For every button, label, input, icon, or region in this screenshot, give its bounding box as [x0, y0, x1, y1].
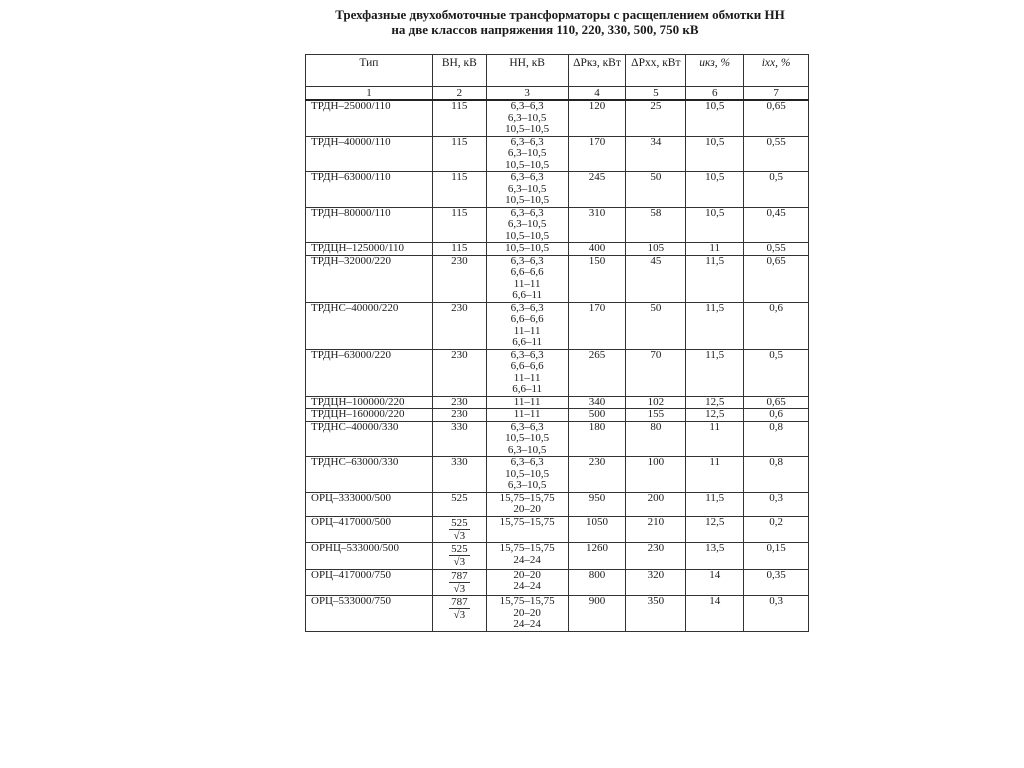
cell-vn: 230: [432, 255, 486, 302]
title-line-1: Трехфазные двухобмоточные трансформаторы с расщеплением обмотки НН: [335, 7, 785, 22]
column-number: 4: [568, 87, 626, 101]
header-vn: ВН, кВ: [432, 55, 486, 87]
cell-pxx: 200: [626, 492, 686, 516]
cell-vn: [432, 596, 486, 632]
cell-pkz: 265: [568, 349, 626, 396]
cell-type: ТРДН–63000/110: [306, 172, 433, 208]
nn-value: 10,5–10,5: [505, 467, 550, 480]
cell-ixx: 0,6: [744, 409, 809, 422]
cell-pkz: 340: [568, 396, 626, 409]
cell-pkz: 150: [568, 255, 626, 302]
cell-nn: [486, 596, 568, 632]
table-row: [306, 396, 809, 409]
nn-value: 11–11: [513, 371, 541, 384]
nn-value: 6,3–6,3: [510, 171, 544, 183]
cell-nn: [486, 396, 568, 409]
nn-value: 15,75–15,75: [499, 542, 555, 554]
cell-pxx: 105: [626, 243, 686, 256]
cell-type: ТРДН–32000/220: [306, 255, 433, 302]
nn-value: 24–24: [513, 618, 541, 630]
cell-type: ТРДНС–63000/330: [306, 457, 433, 493]
cell-pkz: 245: [568, 172, 626, 208]
nn-value: 6,3–10,5: [507, 479, 547, 491]
nn-value: 6,3–10,5: [507, 218, 547, 230]
cell-nn: [486, 421, 568, 457]
nn-value: 6,3–10,5: [507, 111, 547, 124]
vn-numerator: 787: [451, 569, 468, 582]
cell-vn: 330: [432, 457, 486, 493]
cell-pxx: 210: [626, 516, 686, 543]
cell-pkz: 950: [568, 492, 626, 516]
column-number: 5: [626, 87, 686, 101]
cell-vn: [432, 516, 486, 543]
cell-vn: 115: [432, 136, 486, 172]
nn-value: 10,5–10,5: [505, 432, 550, 444]
header-pxx-text: ΔPхх, кВт: [631, 57, 681, 69]
nn-value: 6,3–6,3: [510, 254, 544, 267]
table-row: [306, 569, 809, 596]
cell-vn: 115: [432, 207, 486, 243]
header-ukz: [686, 55, 744, 87]
vn-numerator: 787: [451, 596, 468, 608]
cell-ukz: 11: [686, 243, 744, 256]
cell-type: ТРДЦН–160000/220: [306, 409, 433, 422]
cell-ukz: 11: [686, 421, 744, 457]
cell-ukz: 14: [686, 569, 744, 596]
cell-ukz: 10,5: [686, 100, 744, 136]
cell-type: ОРЦ–333000/500: [306, 492, 433, 516]
vn-fraction: [449, 517, 470, 542]
header-type: Тип: [306, 55, 433, 87]
table-row: [306, 136, 809, 172]
nn-value: 6,6–6,6: [510, 313, 544, 325]
cell-ukz: 12,5: [686, 516, 744, 543]
cell-pxx: 50: [626, 302, 686, 349]
vn-denominator: √3: [453, 609, 466, 621]
table-row: [306, 409, 809, 422]
cell-nn: [486, 302, 568, 349]
cell-ukz: 10,5: [686, 172, 744, 208]
cell-pkz: 1260: [568, 543, 626, 570]
header-ukz-text: uкз, %: [699, 57, 731, 69]
nn-value: 6,6–11: [512, 383, 543, 395]
cell-type: ТРДН–80000/110: [306, 207, 433, 243]
nn-value: 6,3–6,3: [510, 456, 544, 468]
cell-nn: [486, 409, 568, 422]
header-pkz: [568, 55, 626, 87]
transformer-table: [305, 54, 809, 632]
cell-type: ТРДЦН–100000/220: [306, 396, 433, 409]
header-pxx: [626, 55, 686, 87]
nn-value: 20–20: [513, 568, 541, 581]
nn-value: 24–24: [513, 580, 541, 592]
column-number: 6: [686, 87, 744, 101]
cell-ixx: 0,3: [744, 492, 809, 516]
cell-ixx: 0,65: [744, 100, 809, 136]
cell-ukz: 11,5: [686, 255, 744, 302]
header-ixx-text: iхх, %: [761, 57, 791, 69]
cell-type: ОРЦ–533000/750: [306, 596, 433, 632]
cell-pkz: 180: [568, 421, 626, 457]
header-row: [306, 55, 809, 87]
nn-value: 6,3–6,3: [510, 420, 544, 433]
nn-value: 6,6–11: [512, 336, 543, 348]
cell-ixx: 0,6: [744, 302, 809, 349]
cell-ixx: 0,15: [744, 543, 809, 570]
nn-value: 10,5–10,5: [505, 242, 550, 254]
cell-vn: 230: [432, 349, 486, 396]
nn-value: 6,6–6,6: [510, 360, 544, 372]
vn-fraction: [449, 543, 470, 568]
cell-type: ОРЦ–417000/500: [306, 516, 433, 543]
nn-value: 6,3–10,5: [507, 147, 547, 159]
table-row: [306, 243, 809, 256]
vn-denominator: √3: [453, 529, 466, 542]
nn-value: 6,3–6,3: [510, 301, 544, 314]
table-row: [306, 543, 809, 570]
cell-nn: [486, 457, 568, 493]
cell-type: ТРДН–40000/110: [306, 136, 433, 172]
header-pkz-text: ΔPкз, кВт: [573, 57, 621, 69]
cell-vn: 525: [432, 492, 486, 516]
cell-pxx: 230: [626, 543, 686, 570]
nn-value: 6,3–10,5: [507, 443, 547, 456]
table-row: [306, 349, 809, 396]
cell-ixx: 0,65: [744, 255, 809, 302]
header-nn: НН, кВ: [486, 55, 568, 87]
cell-pxx: 155: [626, 409, 686, 422]
cell-pxx: 58: [626, 207, 686, 243]
cell-ixx: 0,65: [744, 396, 809, 409]
cell-pkz: 170: [568, 302, 626, 349]
vn-fraction: [449, 570, 470, 595]
cell-ukz: 11,5: [686, 349, 744, 396]
cell-nn: [486, 349, 568, 396]
nn-value: 10,5–10,5: [505, 123, 550, 135]
cell-nn: [486, 172, 568, 208]
cell-pxx: 70: [626, 349, 686, 396]
cell-ukz: 12,5: [686, 409, 744, 422]
table-body: [306, 100, 809, 631]
cell-nn: [486, 100, 568, 136]
cell-vn: 115: [432, 243, 486, 256]
table-row: [306, 100, 809, 136]
table-title: [300, 7, 820, 37]
cell-vn: [432, 569, 486, 596]
cell-vn: 230: [432, 302, 486, 349]
cell-ukz: 11: [686, 457, 744, 493]
table-row: [306, 255, 809, 302]
cell-ixx: 0,8: [744, 457, 809, 493]
cell-vn: [432, 543, 486, 570]
nn-value: 20–20: [513, 606, 541, 619]
cell-pkz: 400: [568, 243, 626, 256]
cell-vn: 230: [432, 396, 486, 409]
column-number: 3: [486, 87, 568, 101]
cell-ukz: 13,5: [686, 543, 744, 570]
cell-pkz: 170: [568, 136, 626, 172]
cell-nn: [486, 516, 568, 543]
cell-vn: 115: [432, 100, 486, 136]
cell-vn: 115: [432, 172, 486, 208]
column-number: 2: [432, 87, 486, 101]
vn-denominator: √3: [453, 582, 466, 595]
cell-pkz: 800: [568, 569, 626, 596]
cell-pkz: 310: [568, 207, 626, 243]
cell-pkz: 1050: [568, 516, 626, 543]
cell-pxx: 80: [626, 421, 686, 457]
cell-pxx: 45: [626, 255, 686, 302]
cell-nn: [486, 569, 568, 596]
cell-type: ТРДНС–40000/220: [306, 302, 433, 349]
nn-value: 11–11: [513, 324, 541, 337]
cell-pxx: 50: [626, 172, 686, 208]
cell-pxx: 100: [626, 457, 686, 493]
title-line-2: на две классов напряжения 110, 220, 330, 500, 750 кВ: [391, 22, 699, 37]
cell-ixx: 0,55: [744, 136, 809, 172]
nn-value: 11–11: [513, 408, 541, 420]
nn-value: 6,3–6,3: [510, 100, 544, 112]
table-row: [306, 516, 809, 543]
nn-value: 6,3–6,3: [510, 135, 544, 148]
cell-ukz: 12,5: [686, 396, 744, 409]
nn-value: 6,3–6,3: [510, 206, 544, 219]
vn-numerator: 525: [451, 516, 468, 529]
cell-pxx: 350: [626, 596, 686, 632]
nn-value: 11–11: [513, 277, 541, 290]
nn-value: 6,3–10,5: [507, 182, 547, 195]
cell-nn: [486, 243, 568, 256]
nn-value: 15,75–15,75: [499, 515, 555, 528]
cell-pkz: 500: [568, 409, 626, 422]
cell-pkz: 120: [568, 100, 626, 136]
cell-ukz: 11,5: [686, 302, 744, 349]
cell-type: ТРДН–63000/220: [306, 349, 433, 396]
vn-numerator: 525: [451, 543, 468, 555]
table-row: [306, 207, 809, 243]
cell-nn: [486, 255, 568, 302]
nn-value: 10,5–10,5: [505, 158, 550, 171]
cell-nn: [486, 207, 568, 243]
nn-value: 15,75–15,75: [499, 595, 555, 607]
vn-fraction: [449, 596, 470, 621]
nn-value: 20–20: [513, 503, 541, 515]
cell-ukz: 11,5: [686, 492, 744, 516]
table-row: [306, 421, 809, 457]
cell-nn: [486, 492, 568, 516]
cell-ixx: 0,5: [744, 349, 809, 396]
cell-ukz: 10,5: [686, 207, 744, 243]
cell-ixx: 0,35: [744, 569, 809, 596]
cell-pxx: 320: [626, 569, 686, 596]
cell-pkz: 230: [568, 457, 626, 493]
cell-nn: [486, 543, 568, 570]
column-number-row: [306, 87, 809, 101]
cell-ukz: 14: [686, 596, 744, 632]
cell-type: ОРНЦ–533000/500: [306, 543, 433, 570]
table-row: [306, 302, 809, 349]
cell-ixx: 0,3: [744, 596, 809, 632]
cell-ixx: 0,5: [744, 172, 809, 208]
cell-type: ТРДЦН–125000/110: [306, 243, 433, 256]
nn-value: 6,6–11: [512, 289, 543, 301]
cell-ixx: 0,2: [744, 516, 809, 543]
table-row: [306, 596, 809, 632]
cell-vn: 330: [432, 421, 486, 457]
cell-vn: 230: [432, 409, 486, 422]
nn-value: 6,3–6,3: [510, 348, 544, 361]
cell-ixx: 0,45: [744, 207, 809, 243]
column-number: 1: [306, 87, 433, 101]
cell-type: ТРДНС–40000/330: [306, 421, 433, 457]
cell-pxx: 102: [626, 396, 686, 409]
cell-pxx: 25: [626, 100, 686, 136]
cell-nn: [486, 136, 568, 172]
column-number: 7: [744, 87, 809, 101]
table-row: [306, 492, 809, 516]
nn-value: 10,5–10,5: [505, 229, 550, 242]
table-row: [306, 457, 809, 493]
cell-type: ТРДН–25000/110: [306, 100, 433, 136]
cell-ixx: 0,8: [744, 421, 809, 457]
header-ixx: [744, 55, 809, 87]
nn-value: 15,75–15,75: [499, 491, 555, 504]
nn-value: 10,5–10,5: [505, 194, 550, 206]
nn-value: 24–24: [513, 553, 541, 566]
cell-pxx: 34: [626, 136, 686, 172]
cell-ixx: 0,55: [744, 243, 809, 256]
table-row: [306, 172, 809, 208]
nn-value: 11–11: [513, 395, 541, 408]
cell-type: ОРЦ–417000/750: [306, 569, 433, 596]
nn-value: 6,6–6,6: [510, 266, 544, 278]
vn-denominator: √3: [453, 556, 466, 568]
cell-ukz: 10,5: [686, 136, 744, 172]
cell-pkz: 900: [568, 596, 626, 632]
